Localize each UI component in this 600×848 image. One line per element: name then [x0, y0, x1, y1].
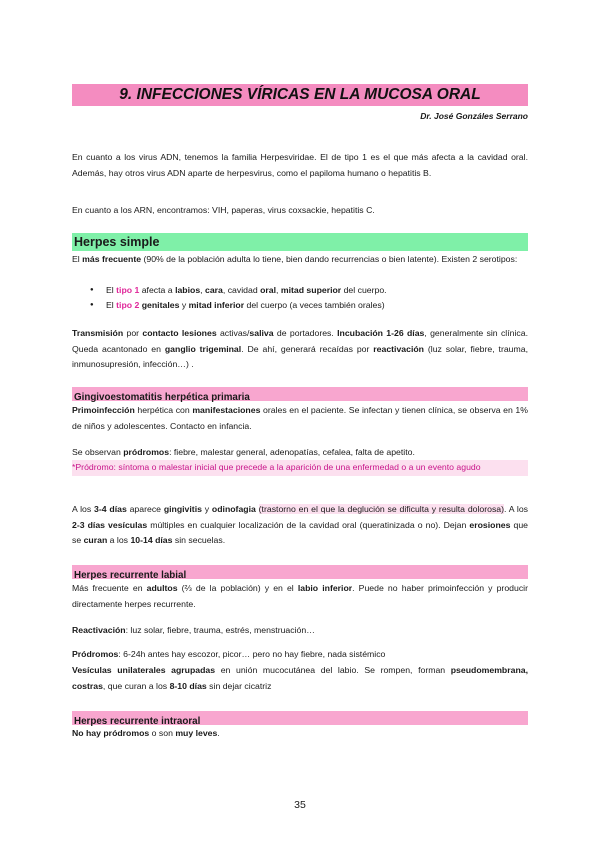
text-run: por [123, 328, 143, 338]
author-name: Dr. José Gonzáles Serrano [420, 111, 528, 121]
prodromo-definition-note: *Pródromo: síntoma o malestar inicial que precede a la aparición de una enfermedad o a un evento agudo [72, 460, 528, 476]
intraoral-paragraph [72, 726, 528, 742]
text-run: Más frecuente en [72, 583, 147, 593]
text-run: (luz solar, fiebre, trauma, inmunosupresión, infección…) . [72, 343, 528, 369]
text-run: sin secuelas. [172, 535, 226, 545]
section-heading-gingivoestomatitis [72, 387, 528, 401]
text-run: : luz solar, fiebre, trauma, estrés, menstruación… [125, 625, 315, 635]
bold-run: mitad inferior [188, 300, 245, 310]
section-heading-herpes-simple [72, 233, 528, 251]
text-run: en unión mucocutánea del labio. Se rompen, forman [215, 665, 451, 675]
text-run: sin dejar cicatriz [206, 680, 272, 691]
text-run: . De ahí, generará recaídas por [241, 343, 374, 354]
highlight-run: (trastorno en el que la deglución se dificulta y resulta dolorosa) [258, 504, 505, 514]
text-run: o son [149, 728, 176, 738]
bold-run: adultos [146, 583, 178, 593]
text-run: , [200, 285, 205, 295]
bold-run: genitales [141, 300, 180, 310]
text-run: , que curan a los [102, 680, 170, 691]
text-run: herpética con [134, 405, 193, 415]
text-run: del cuerpo (a veces también orales) [244, 300, 385, 310]
text-run: Se observan [72, 447, 124, 457]
labial-frequency-paragraph [72, 581, 528, 612]
bold-run: oral [260, 285, 277, 295]
text-run: , [276, 285, 281, 295]
text-run: afecta a [139, 285, 176, 295]
intro-arn-paragraph: En cuanto a los ARN, encontramos: VIH, paperas, virus coxsackie, hepatitis C. [72, 205, 375, 215]
bold-run: Pródromos [72, 649, 119, 659]
text-run: . A los [504, 504, 529, 514]
text-run: : 6-24h antes hay escozor, picor… pero no hay fiebre, nada sistémico [118, 649, 386, 659]
section-heading-text: Gingivoestomatitis herpética primaria [74, 392, 250, 403]
chapter-title: 9. INFECCIONES VÍRICAS EN LA MUCOSA ORAL [119, 86, 481, 103]
bold-run: 3-4 días [94, 504, 127, 514]
primoinfeccion-paragraph [72, 403, 528, 434]
text-run: , generalmente sin clínica. Queda acantonado en [72, 328, 528, 354]
highlight-run: tipo 1 [116, 285, 140, 295]
text-run: y [179, 300, 189, 310]
bold-run: erosiones [469, 519, 511, 530]
text-run: (90% de la población adulta lo tiene, bien dando recurrencias o bien latente). Existen 2 serotipos: [141, 254, 518, 264]
bold-run: curan [83, 535, 108, 545]
section-heading-text: Herpes recurrente labial [74, 570, 187, 581]
text-run: El [72, 254, 83, 264]
text-run: El [106, 285, 117, 295]
bold-run: Transmisión [72, 328, 124, 338]
labial-prodromos-paragraph [72, 647, 528, 663]
list-item [90, 283, 530, 298]
highlight-run: tipo 2 [116, 300, 140, 310]
bold-run: mitad superior [280, 285, 342, 295]
bold-run: 2-3 días vesículas [72, 519, 148, 530]
bold-run: labio inferior [297, 583, 353, 593]
bold-run: No hay pródromos [72, 728, 150, 738]
text-run: y [201, 504, 212, 514]
intro-dna-paragraph: En cuanto a los virus ADN, tenemos la familia Herpesviridae. El de tipo 1 es el que más afecta a la cavidad oral. Además, hay otros virus ADN aparte de herpesvirus, como el papiloma humano o hepatitis B. [72, 152, 528, 178]
section-heading-intraoral [72, 711, 528, 725]
text-run: El [106, 300, 117, 310]
labial-vesicles-paragraph [72, 663, 528, 694]
bold-run: 8-10 días [169, 680, 207, 691]
bold-run: manifestaciones [192, 405, 261, 415]
bold-run: muy leves [175, 728, 218, 738]
text-run: orales en el paciente. Se infectan y tienen clínica, se observa en 1% de niños y adolescentes. Contacto en infancia. [72, 405, 528, 431]
bold-run: contacto lesiones [142, 328, 217, 338]
page-number: 35 [294, 799, 306, 811]
section-heading-text: Herpes simple [74, 235, 160, 249]
text-run: que se [72, 519, 528, 545]
text-run: . Puede no haber primoinfección y producir directamente herpes recurrente. [72, 583, 528, 609]
bold-run: pródromos [123, 447, 170, 457]
text-run: activas/ [216, 328, 250, 338]
labial-reactivation-paragraph [72, 623, 528, 639]
herpes-simple-intro [72, 252, 528, 268]
bold-run: reactivación [373, 343, 424, 354]
serotype-list [90, 283, 530, 313]
evolution-paragraph [72, 502, 528, 549]
text-run: a los [107, 535, 131, 545]
text-run: . [217, 728, 220, 738]
text-run: : fiebre, malestar general, adenopatías, cefalea, falta de apetito. [169, 447, 415, 457]
bold-run: labios [175, 285, 201, 295]
text-run: aparece [126, 504, 164, 514]
chapter-title-bar [72, 84, 528, 106]
text-run: del cuerpo. [341, 285, 387, 295]
list-item [90, 298, 530, 313]
text-run: (⅔ de la población) y en el [177, 583, 298, 593]
text-run: A los [72, 504, 95, 514]
section-heading-labial [72, 565, 528, 579]
bold-run: Primoinfección [72, 405, 135, 415]
text-run: múltiples en cualquier localización de la cavidad oral (queratinizada o no). Dejan [147, 519, 470, 530]
transmission-paragraph [72, 326, 528, 373]
bold-run: gingivitis [163, 504, 202, 514]
bold-run: más frecuente [82, 254, 142, 264]
bold-run: Vesículas unilaterales agrupadas [72, 665, 216, 675]
text-run: , cavidad [222, 285, 261, 295]
text-run: de portadores. [273, 328, 338, 338]
bold-run: 10-14 días [130, 535, 173, 545]
section-heading-text: Herpes recurrente intraoral [74, 716, 201, 727]
bold-run: saliva [249, 328, 274, 338]
bold-run: cara [205, 285, 223, 295]
prodromos-paragraph [72, 445, 528, 461]
bold-run: odinofagia [211, 504, 256, 514]
bold-run: ganglio trigeminal [164, 343, 242, 354]
bold-run: Reactivación [72, 625, 126, 635]
bold-run: Incubación 1-26 días [337, 328, 425, 338]
bold-run: pseudomembrana, costras [72, 665, 528, 691]
